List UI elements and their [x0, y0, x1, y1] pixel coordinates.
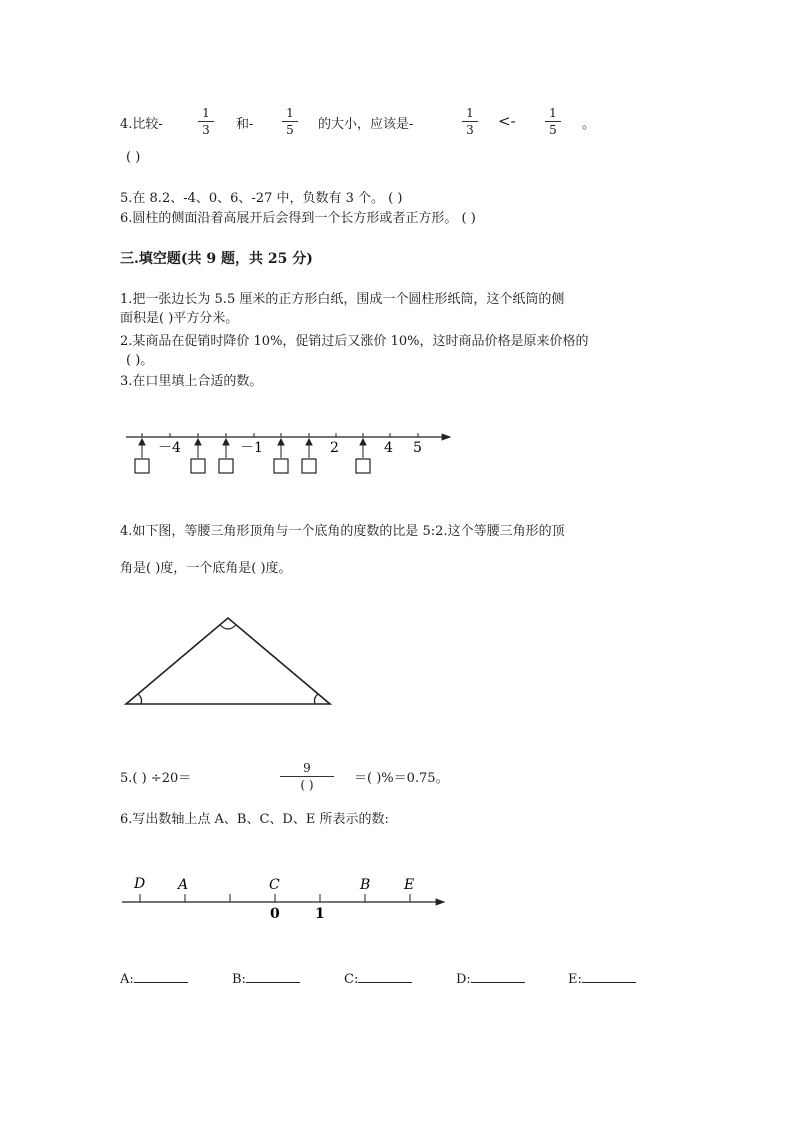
answer-box	[302, 459, 316, 473]
point-label-a: A	[178, 877, 189, 893]
answer-e: E:	[568, 970, 636, 987]
answer-box	[135, 459, 149, 473]
q4-answer-paren[interactable]: ( )	[126, 150, 141, 165]
answer-box	[356, 459, 370, 473]
f2-line1: 2.某商品在促销时降价 10%，促销过后又涨价 10%，这时商品价格是原来价格的	[120, 334, 589, 349]
number-line-with-boxes	[118, 420, 458, 480]
tick-label-one: 1	[315, 906, 325, 922]
number-line-points	[118, 870, 458, 926]
answer-d-blank[interactable]	[471, 970, 525, 983]
tick-label-zero: 0	[270, 906, 280, 922]
q4-prefix: 4.比较-	[120, 117, 163, 132]
f6-text: 6.写出数轴上点 A、B、C、D、E 所表示的数:	[120, 812, 389, 827]
fraction-a: 1 3	[198, 106, 214, 137]
f5-fraction: 9 ( )	[280, 761, 334, 792]
q4-end: 。	[582, 117, 596, 132]
tick-label: －1	[240, 440, 263, 456]
q4-and: 和-	[236, 117, 254, 132]
answer-a-blank[interactable]	[134, 970, 188, 983]
q4-middle: 的大小，应该是-	[318, 117, 414, 132]
point-label-e: E	[404, 877, 415, 893]
point-label-b: B	[360, 877, 371, 893]
q4-less-than: <-	[498, 112, 516, 130]
left-base-angle-mark	[138, 694, 142, 704]
f3-text: 3.在口里填上合适的数。	[120, 374, 263, 389]
f4-line2: 角是( )度，一个底角是( )度。	[120, 561, 292, 576]
f2-line2: ( )。	[126, 353, 154, 368]
right-base-angle-mark	[314, 694, 318, 704]
answer-c-blank[interactable]	[358, 970, 412, 983]
answer-d: D:	[456, 970, 525, 987]
fraction-b: 1 5	[282, 106, 298, 137]
tick-label: 4	[384, 440, 393, 456]
tick-label: 5	[413, 440, 422, 456]
answer-b-blank[interactable]	[246, 970, 300, 983]
f5-left: 5.( ) ÷20＝	[120, 771, 192, 786]
answer-e-blank[interactable]	[582, 970, 636, 983]
point-label-c: C	[269, 877, 280, 893]
ticks	[142, 433, 418, 437]
answer-c: C:	[344, 970, 412, 987]
apex-angle-mark	[220, 625, 236, 629]
isosceles-triangle-figure	[120, 612, 335, 710]
answer-box	[191, 459, 205, 473]
point-label-d: D	[134, 876, 146, 892]
answer-b: B:	[232, 970, 300, 987]
tick-label: －4	[158, 440, 181, 456]
fraction-d: 1 5	[545, 106, 561, 137]
q5-text: 5.在 8.2、-4、0、6、-27 中，负数有 3 个。 ( )	[120, 191, 403, 206]
f5-right: ＝( )%＝0.75。	[354, 771, 449, 786]
answer-box	[274, 459, 288, 473]
f1-line1: 1.把一张边长为 5.5 厘米的正方形白纸，围成一个圆柱形纸筒，这个纸筒的侧	[120, 292, 565, 307]
q6-text: 6.圆柱的侧面沿着高展开后会得到一个长方形或者正方形。 ( )	[120, 211, 476, 226]
answer-box	[219, 459, 233, 473]
fraction-c: 1 3	[462, 106, 478, 137]
f4-line1: 4.如下图，等腰三角形顶角与一个底角的度数的比是 5:2.这个等腰三角形的顶	[120, 524, 565, 539]
ticks	[140, 894, 410, 902]
answer-boxes	[135, 459, 370, 473]
answer-a: A:	[120, 970, 188, 987]
section-heading: 三.填空题(共 9 题，共 25 分)	[120, 251, 313, 267]
f1-line2: 面积是( )平方分米。	[120, 311, 239, 326]
tick-label: 2	[330, 440, 339, 456]
triangle	[126, 618, 330, 704]
